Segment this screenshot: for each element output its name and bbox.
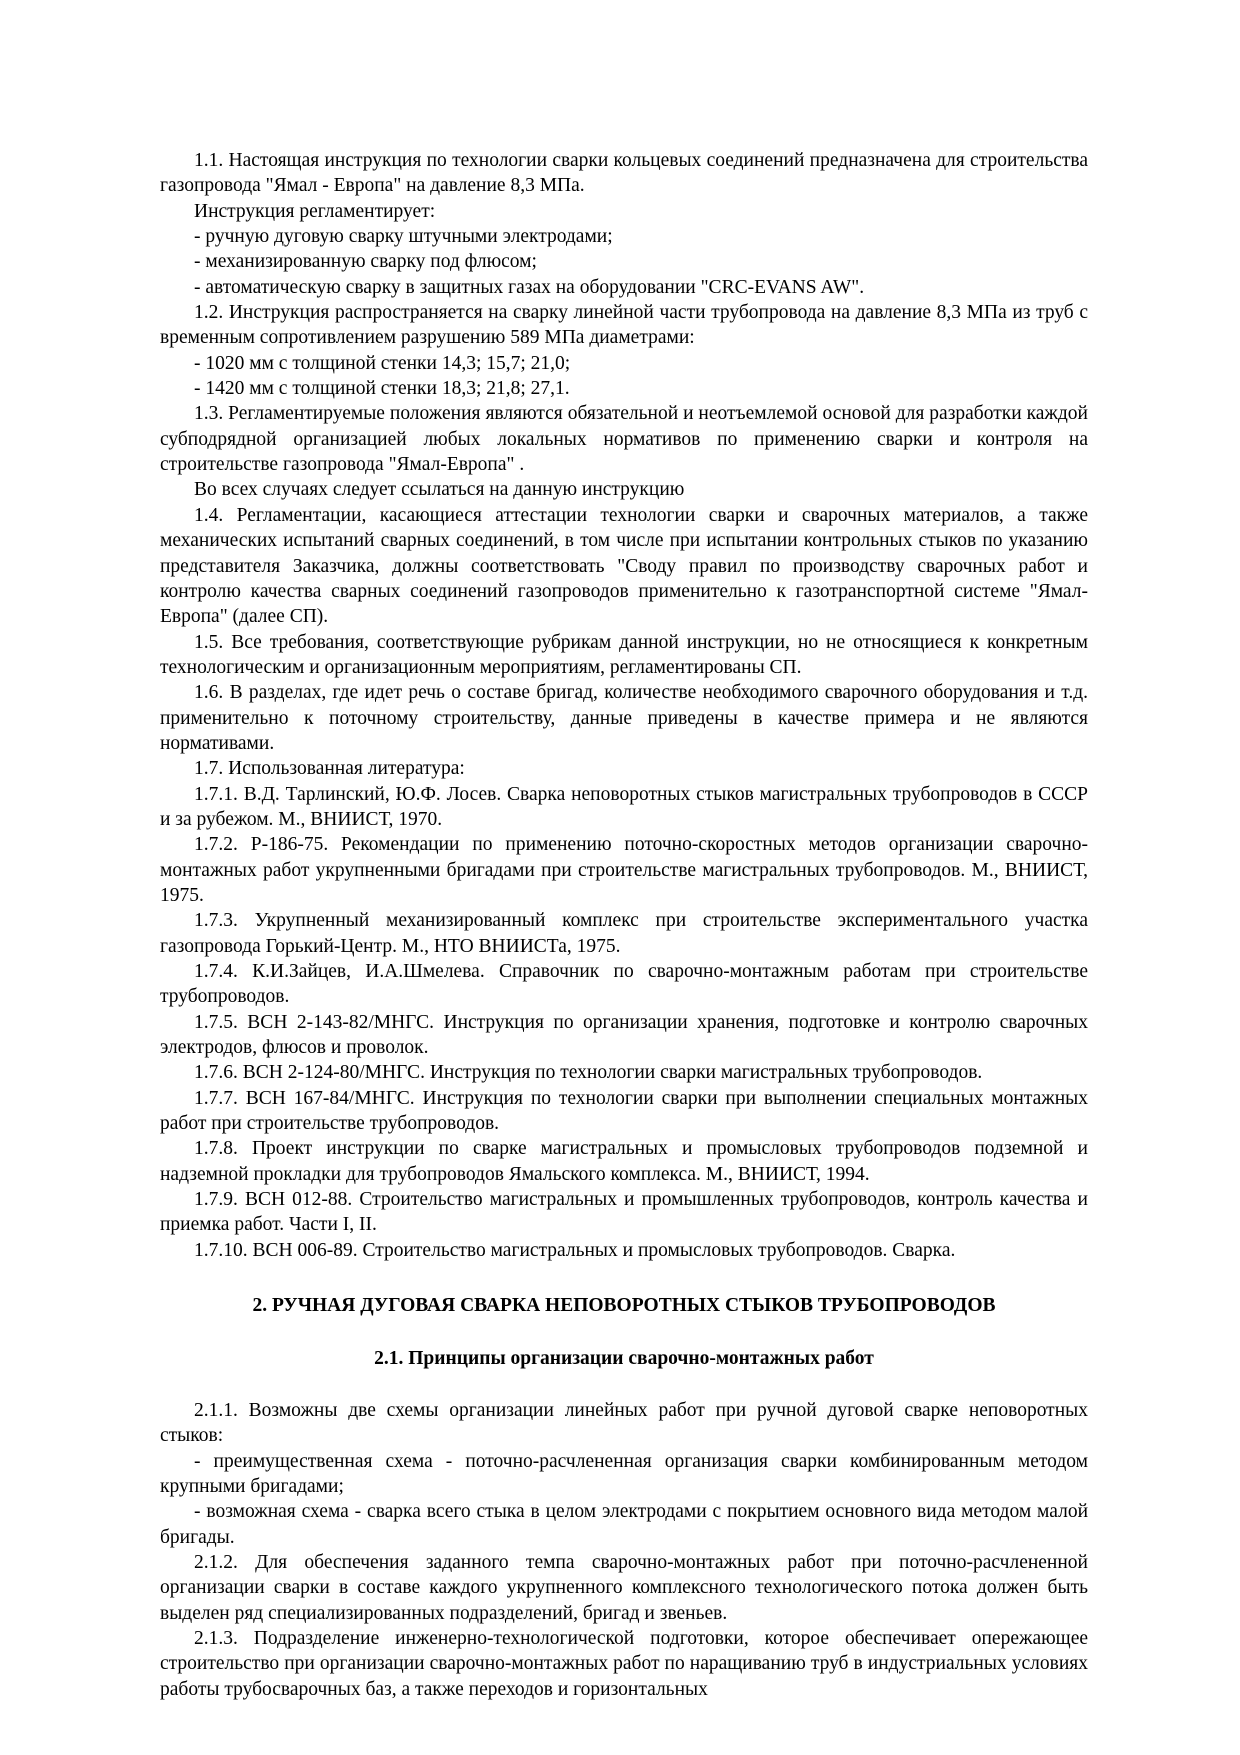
reference-1-7-9: 1.7.9. ВСН 012-88. Строительство магистральных и промышленных трубопроводов, контроль качества и приемка работ. Части I, II.: [160, 1189, 1088, 1236]
intro-paragraph-block: [160, 148, 1088, 1263]
reference-1-7-4: 1.7.4. К.И.Зайцев, И.А.Шмелева. Справочник по сварочно-монтажным работам при строительстве трубопроводов.: [160, 961, 1088, 1008]
list-item-automatic-gas-shielded-welding: - автоматическую сварку в защитных газах на оборудовании "CRC-EVANS AW".: [194, 276, 865, 298]
paragraph-1-5: 1.5. Все требования, соответствующие рубрикам данной инструкции, но не относящиеся к конкретным технологическим и организационным мероприятиям, регламентированы СП.: [160, 631, 1088, 678]
paragraph-1-7: 1.7. Использованная литература:: [194, 758, 465, 780]
paragraph-1-1: 1.1. Настоящая инструкция по технологии сварки кольцевых соединений предназначена для строительства газопровода "Ямал - Европа" на давление 8,3 МПа.: [160, 150, 1088, 197]
paragraph-1-4: 1.4. Регламентации, касающиеся аттестации технологии сварки и сварочных материалов, а также механических испытаний сварных соединений, в том числе при испытании контрольных стыков по указанию представителя Заказчика, должны соответствовать "Своду правил по производству сварочных работ и контролю качества сварных соединений газопроводов применительно к газотранспортной системе "Ямал-Европа" (далее СП).: [160, 504, 1088, 628]
section-heading-2: 2. РУЧНАЯ ДУГОВАЯ СВАРКА НЕПОВОРОТНЫХ СТЫКОВ ТРУБОПРОВОДОВ: [252, 1295, 996, 1317]
reference-1-7-7: 1.7.7. ВСН 167-84/МНГС. Инструкция по технологии сварки при выполнении специальных монтажных работ при строительстве трубопроводов.: [160, 1087, 1088, 1135]
reference-1-7-2: 1.7.2. Р-186-75. Рекомендации по применению поточно-скоростных методов организации сварочно-монтажных работ укрупненными бригадами при строительстве магистральных трубопроводов. М., ВНИИСТ, 1975.: [160, 834, 1088, 906]
list-item-pipe-1020: - 1020 мм с толщиной стенки 14,3; 15,7; 21,0;: [194, 352, 571, 374]
reference-1-7-5: 1.7.5. ВСН 2-143-82/МНГС. Инструкция по организации хранения, подготовке и контролю сварочных электродов, флюсов и проволок.: [160, 1011, 1088, 1059]
paragraph-1-3: 1.3. Регламентируемые положения являются обязательной и неотъемлемой основой для разработки каждой субподрядной организацией любых локальных нормативов по применению сварки и контроля на строительстве газопровода "Ямал-Европа" .: [160, 403, 1088, 476]
list-item-pipe-1420: - 1420 мм с толщиной стенки 18,3; 21,8; 27,1.: [194, 378, 570, 400]
paragraph-2-1-2: 2.1.2. Для обеспечения заданного темпа сварочно-монтажных работ при поточно-расчлененной организации сварки в составе каждого укрупненного комплексного технологического потока должен быть выделен ряд специализированных подразделений, бригад и звеньев.: [160, 1551, 1088, 1624]
paragraph-2-1-3: 2.1.3. Подразделение инженерно-технологической подготовки, которое обеспечивает опережающее строительство при организации сварочно-монтажных работ по наращиванию труб в индустриальных условиях работы трубосварочных баз, а также переходов и горизонтальных: [160, 1627, 1088, 1700]
reference-1-7-1: 1.7.1. В.Д. Тарлинский, Ю.Ф. Лосев. Сварка неповоротных стыков магистральных трубопроводов в СССР и за рубежом. М., ВНИИСТ, 1970.: [160, 783, 1088, 830]
reference-1-7-8: 1.7.8. Проект инструкции по сварке магистральных и промысловых трубопроводов подземной и надземной прокладки для трубопроводов Ямальского комплекса. М., ВНИИСТ, 1994.: [160, 1138, 1088, 1185]
list-item-possible-scheme: - возможная схема - сварка всего стыка в целом электродами с покрытием основного вида методом малой бригады.: [160, 1501, 1088, 1548]
list-item-manual-arc-welding: - ручную дуговую сварку штучными электродами;: [194, 226, 613, 248]
reference-1-7-10: 1.7.10. ВСН 006-89. Строительство магистральных и промысловых трубопроводов. Сварка.: [194, 1239, 956, 1261]
reference-1-7-6: 1.7.6. ВСН 2-124-80/МНГС. Инструкция по технологии сварки магистральных трубопроводов.: [194, 1062, 983, 1084]
subsection-heading-2-1: 2.1. Принципы организации сварочно-монтажных работ: [374, 1348, 874, 1370]
paragraph-instruction-regulates: Инструкция регламентирует:: [194, 200, 436, 222]
list-item-submerged-arc-welding: - механизированную сварку под флюсом;: [194, 251, 537, 273]
paragraph-2-1-1: 2.1.1. Возможны две схемы организации линейных работ при ручной дуговой сварке неповоротных стыков:: [160, 1399, 1088, 1447]
section-2-body: [160, 1398, 1088, 1702]
list-item-preferred-scheme: - преимущественная схема - поточно-расчлененная организация сварки комбинированным методом крупными бригадами;: [160, 1450, 1088, 1497]
paragraph-1-2: 1.2. Инструкция распространяется на сварку линейной части трубопровода на давление 8,3 МПа из труб с временным сопротивлением разрушению 589 МПа диаметрами:: [160, 302, 1088, 349]
document-body: [160, 148, 1088, 1702]
reference-1-7-3: 1.7.3. Укрупненный механизированный комплекс при строительстве экспериментального участка газопровода Горький-Центр. М., НТО ВНИИСТа, 1975.: [160, 910, 1088, 957]
paragraph-reference-note: Во всех случаях следует ссылаться на данную инструкцию: [194, 479, 685, 501]
paragraph-1-6: 1.6. В разделах, где идет речь о составе бригад, количестве необходимого сварочного оборудования и т.д. применительно к поточному строительству, данные приведены в качестве примера и не являются нормативами.: [160, 682, 1088, 754]
